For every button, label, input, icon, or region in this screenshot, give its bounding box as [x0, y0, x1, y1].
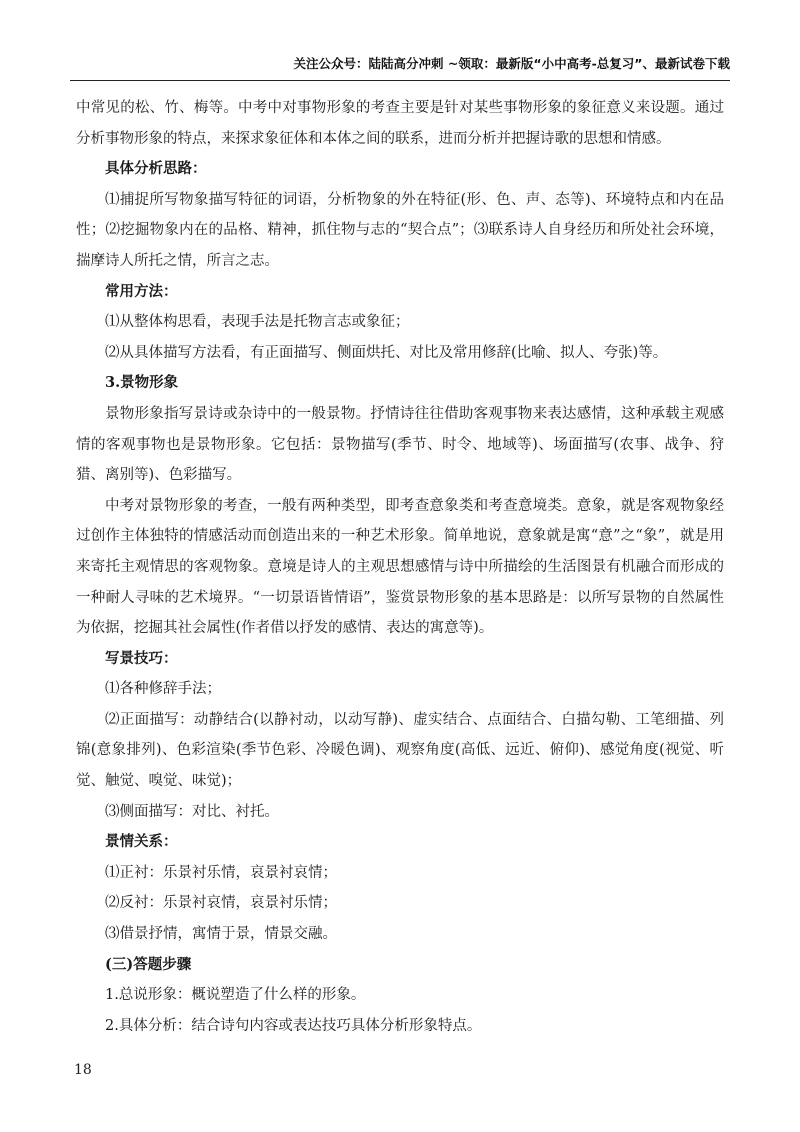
paragraph-method-2: ⑵从具体描写方法看，有正面描写、侧面烘托、对比及常用修辞(比喻、拟人、夸张)等。: [105, 344, 668, 361]
main-content: [76, 93, 724, 1041]
paragraph-technique-2: ⑵正面描写：动静结合(以静衬动，以动写静)、虚实结合、点面结合、白描勾勒、工笔细描、列锦(意象排列)、色彩渲染(季节色彩、冷暖色调)、观察角度(高低、远近、俯仰)、感觉角度(视觉、听觉、触觉、嗅觉、味觉)；: [76, 711, 724, 790]
subheading-common-methods: 常用方法：: [105, 282, 178, 300]
paragraph-scenery-exam: 中考对景物形象的考查，一般有两种类型，即考查意象类和考查意境类。意象，就是客观物象经过创作主体独特的情感活动而创造出来的一种艺术形象。简单地说，意象就是寓“意”之“象”，就是用来寄托主观情思的客观物象。意境是诗人的主观思想感情与诗中所描绘的生活图景有机融合而形成的一种耐人寻味的艺术境界。“一切景语皆情语”，鉴赏景物形象的基本思路是：以所写景物的自然属性为依据，挖掘其社会属性(作者借以抒发的感情、表达的寓意等)。: [76, 497, 724, 637]
paragraph-relation-2: ⑵反衬：乐景衬哀情，哀景衬乐情；: [105, 895, 337, 912]
paragraph-relation-1: ⑴正衬：乐景衬乐情，哀景衬哀情；: [105, 864, 337, 881]
paragraph-analysis-steps: ⑴捕捉所写物象描写特征的词语，分析物象的外在特征(形、色、声、态等)、环境特点和内在品性；⑵挖掘物象内在的品格、精神，抓住物与志的“契合点”；⑶联系诗人自身经历和所处社会环境，揣摩诗人所托之情，所言之志。: [76, 191, 724, 269]
section-heading-answer-steps: (三)答题步骤: [105, 955, 192, 973]
paragraph-continuation: 中常见的松、竹、梅等。中考中对事物形象的考查主要是针对某些事物形象的象征意义来设题。通过分析事物形象的特点，来探求象征体和本体之间的联系，进而分析并把握诗歌的思想和情感。: [76, 100, 724, 147]
paragraph-relation-3: ⑶借景抒情，寓情于景，情景交融。: [105, 926, 337, 943]
subheading-scenery-techniques: 写景技巧：: [105, 649, 178, 667]
paragraph-method-1: ⑴从整体构思看，表现手法是托物言志或象征；: [105, 314, 410, 331]
subheading-scene-emotion: 景情关系：: [105, 833, 178, 851]
paragraph-step-2: 2.具体分析：结合诗句内容或表达技巧具体分析形象特点。: [105, 1017, 482, 1034]
section-heading-scenery-image: 3.景物形象: [105, 374, 179, 392]
header-rule: [70, 80, 730, 81]
page-number: 18: [74, 1062, 92, 1078]
paragraph-step-1: 1.总说形象：概说塑造了什么样的形象。: [105, 987, 366, 1004]
subheading-analysis-approach: 具体分析思路：: [105, 160, 207, 178]
paragraph-scenery-definition: 景物形象指写景诗或杂诗中的一般景物。抒情诗往往借助客观事物来表达感情，这种承载主观感情的客观事物也是景物形象。它包括：景物描写(季节、时令、地域等)、场面描写(农事、战争、狩猎、离别等)、色彩描写。: [76, 405, 724, 484]
paragraph-technique-1: ⑴各种修辞手法；: [105, 681, 221, 698]
page-header: 关注公众号：陆陆高分冲刺 ~领取：最新版“小中高考-总复习”、最新试卷下载: [293, 56, 730, 71]
paragraph-technique-3: ⑶侧面描写：对比、衬托。: [105, 803, 279, 820]
